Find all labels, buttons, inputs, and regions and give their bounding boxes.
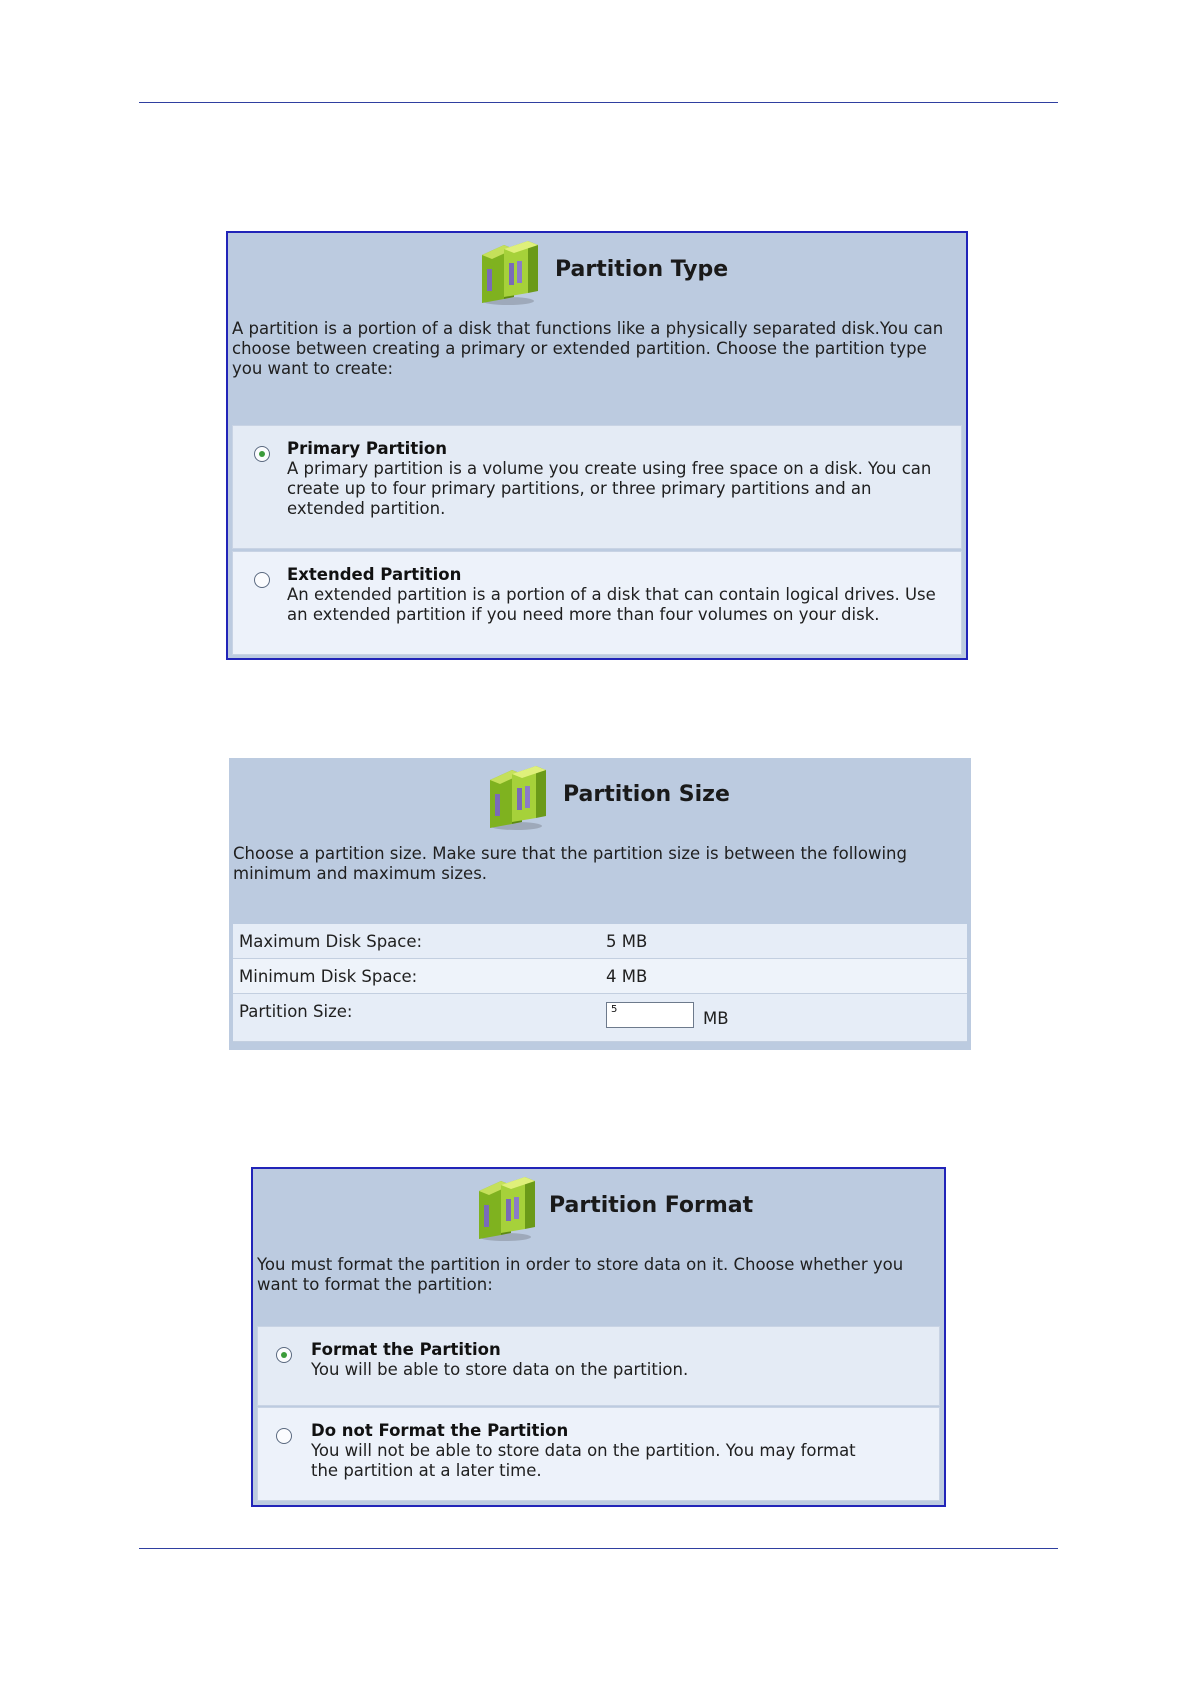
primary-partition-option[interactable] (232, 425, 962, 549)
max-disk-space-value: 5 MB (606, 932, 648, 951)
do-not-format-radio[interactable] (276, 1428, 292, 1444)
partition-size-row (233, 994, 967, 1042)
partition-size-intro: Choose a partition size. Make sure that the partition size is between the following minimum and maximum sizes. (233, 844, 907, 883)
do-not-format-option[interactable] (257, 1407, 940, 1501)
primary-partition-description: A primary partition is a volume you create using free space on a disk. You can create up to four primary partitions, or three primary partitions and an extended partition. (287, 459, 932, 518)
max-disk-space-label: Maximum Disk Space: (239, 932, 423, 951)
partition-format-header (253, 1169, 944, 1255)
min-disk-space-value: 4 MB (606, 967, 648, 986)
partition-drives-icon (471, 1173, 543, 1243)
do-not-format-label: Do not Format the Partition (311, 1421, 569, 1440)
header-rule (139, 102, 1058, 103)
partition-drives-icon (474, 237, 546, 307)
partition-format-title: Partition Format (549, 1193, 754, 1218)
format-partition-option[interactable] (257, 1326, 940, 1406)
min-disk-space-label: Minimum Disk Space: (239, 967, 418, 986)
partition-type-title: Partition Type (555, 257, 729, 282)
partition-type-panel (226, 231, 968, 660)
partition-size-label: Partition Size: (239, 1002, 353, 1021)
partition-format-intro: You must format the partition in order to store data on it. Choose whether you want to format the partition: (257, 1255, 904, 1294)
min-disk-space-row (233, 959, 967, 994)
primary-partition-radio[interactable] (254, 446, 270, 462)
format-partition-radio[interactable] (276, 1347, 292, 1363)
partition-size-panel (229, 758, 971, 1050)
format-partition-label: Format the Partition (311, 1340, 501, 1359)
footer-rule (139, 1548, 1058, 1549)
extended-partition-option[interactable] (232, 551, 962, 655)
do-not-format-description: You will not be able to store data on the partition. You may format the partition at a later time. (311, 1441, 856, 1480)
partition-size-header (229, 758, 971, 844)
partition-size-input[interactable]: 5 (606, 1002, 694, 1028)
format-partition-description: You will be able to store data on the partition. (311, 1360, 689, 1379)
max-disk-space-row (233, 924, 967, 959)
primary-partition-label: Primary Partition (287, 439, 447, 458)
extended-partition-label: Extended Partition (287, 565, 462, 584)
partition-format-panel (251, 1167, 946, 1507)
partition-size-title: Partition Size (563, 782, 730, 807)
partition-drives-icon (482, 762, 554, 832)
extended-partition-radio[interactable] (254, 572, 270, 588)
partition-type-header (228, 233, 966, 319)
partition-type-intro: A partition is a portion of a disk that functions like a physically separated disk.You can choose between creating a primary or extended partition. Choose the partition type you want to create: (232, 319, 944, 378)
partition-size-unit: MB (703, 1009, 729, 1028)
extended-partition-description: An extended partition is a portion of a disk that can contain logical drives. Use an extended partition if you need more than four volumes on your disk. (287, 585, 936, 624)
